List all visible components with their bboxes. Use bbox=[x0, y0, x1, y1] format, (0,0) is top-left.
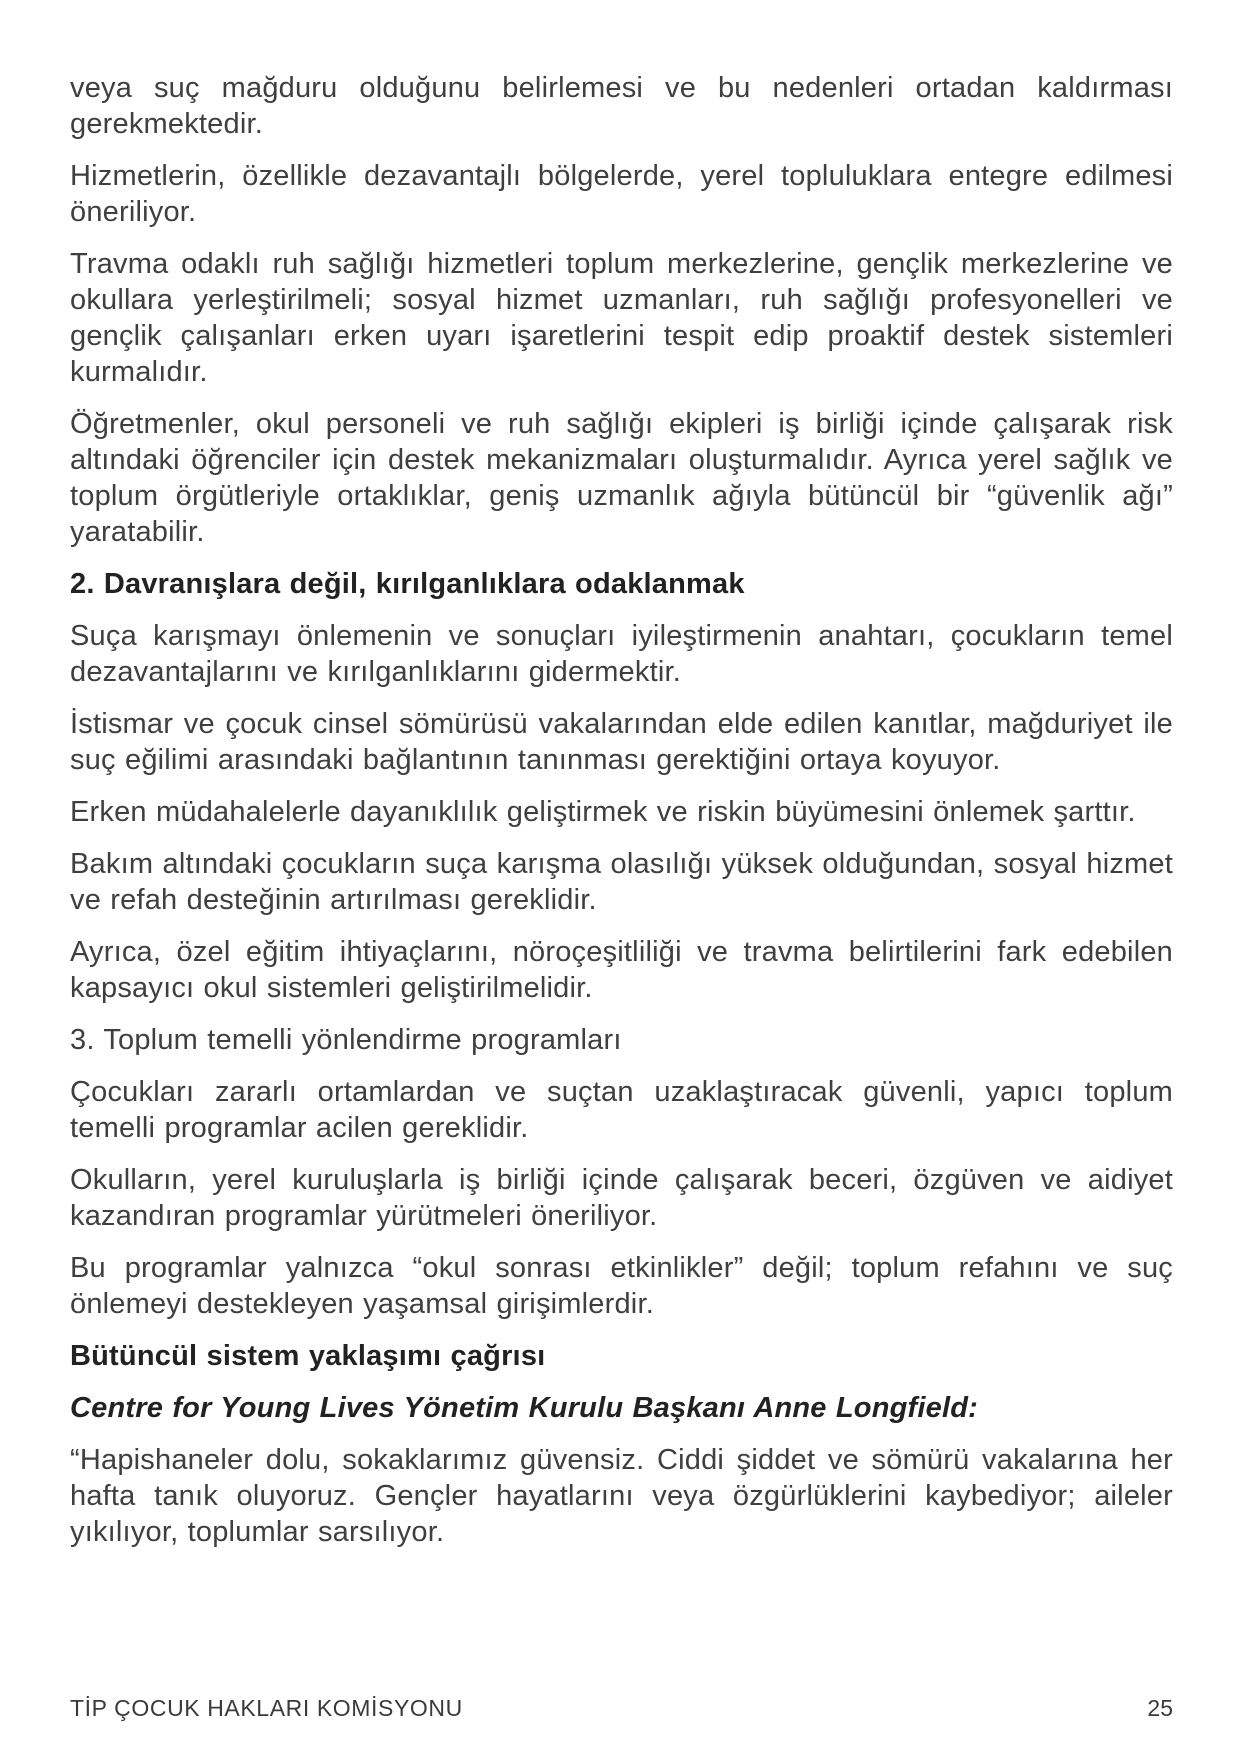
page-body bbox=[70, 70, 1173, 1566]
paragraph: Hizmetlerin, özellikle dezavantajlı bölgelerde, yerel topluluklara entegre edilmesi öneriliyor. bbox=[70, 160, 1173, 228]
paragraph: Travma odaklı ruh sağlığı hizmetleri toplum merkezlerine, gençlik merkezlerine ve okullara yerleştirilmeli; sosyal hizmet uzmanları, ruh sağlığı profesyonelleri ve gençlik çalışanları erken uyarı işaretlerini tespit edip proaktif destek sistemleri kurmalıdır. bbox=[70, 248, 1173, 388]
paragraph: Ayrıca, özel eğitim ihtiyaçlarını, nöroçeşitliliği ve travma belirtilerini fark edebilen kapsayıcı okul sistemleri geliştirilmelidir. bbox=[70, 936, 1173, 1004]
paragraph: Okulların, yerel kuruluşlarla iş birliği içinde çalışarak beceri, özgüven ve aidiyet kazandıran programlar yürütmeleri öneriliyor. bbox=[70, 1164, 1173, 1232]
paragraph: veya suç mağduru olduğunu belirlemesi ve bu nedenleri ortadan kaldırması gerekmektedir. bbox=[70, 72, 1173, 140]
paragraph: Suça karışmayı önlemenin ve sonuçları iyileştirmenin anahtarı, çocukların temel dezavantajlarını ve kırılganlıklarını gidermektir. bbox=[70, 620, 1173, 688]
page-footer bbox=[70, 1695, 1173, 1722]
paragraph: Bu programlar yalnızca “okul sonrası etkinlikler” değil; toplum refahını ve suç önlemeyi destekleyen yaşamsal girişimlerdir. bbox=[70, 1252, 1173, 1320]
paragraph: “Hapishaneler dolu, sokaklarımız güvensiz. Ciddi şiddet ve sömürü vakalarına her hafta tanık oluyoruz. Gençler hayatlarını veya özgürlüklerini kaybediyor; aileler yıkılıyor, toplumlar sarsılıyor. bbox=[70, 1444, 1173, 1548]
footer-commission-title: TİP ÇOCUK HAKLARI KOMİSYONU bbox=[70, 1695, 463, 1721]
section-heading: 2. Davranışlara değil, kırılganlıklara odaklanmak bbox=[70, 568, 745, 600]
page-number: 25 bbox=[1147, 1695, 1173, 1721]
paragraph: Erken müdahalelerle dayanıklılık geliştirmek ve riskin büyümesini önlemek şarttır. bbox=[70, 796, 1136, 828]
paragraph: Bakım altındaki çocukların suça karışma olasılığı yüksek olduğundan, sosyal hizmet ve refah desteğinin artırılması gereklidir. bbox=[70, 848, 1173, 916]
paragraph: Çocukları zararlı ortamlardan ve suçtan uzaklaştıracak güvenli, yapıcı toplum temelli programlar acilen gereklidir. bbox=[70, 1076, 1173, 1144]
paragraph: İstismar ve çocuk cinsel sömürüsü vakalarından elde edilen kanıtlar, mağduriyet ile suç eğilimi arasındaki bağlantının tanınması gerektiğini ortaya koyuyor. bbox=[70, 708, 1173, 776]
section-heading: Centre for Young Lives Yönetim Kurulu Başkanı Anne Longfield: bbox=[70, 1392, 979, 1424]
section-heading: Bütüncül sistem yaklaşımı çağrısı bbox=[70, 1340, 546, 1372]
paragraph: 3. Toplum temelli yönlendirme programları bbox=[70, 1024, 622, 1056]
paragraph: Öğretmenler, okul personeli ve ruh sağlığı ekipleri iş birliği içinde çalışarak risk altındaki öğrenciler için destek mekanizmaları oluşturmalıdır. Ayrıca yerel sağlık ve toplum örgütleriyle ortaklıklar, geniş uzmanlık ağıyla bütüncül bir “güvenlik ağı” yaratabilir. bbox=[70, 408, 1173, 548]
